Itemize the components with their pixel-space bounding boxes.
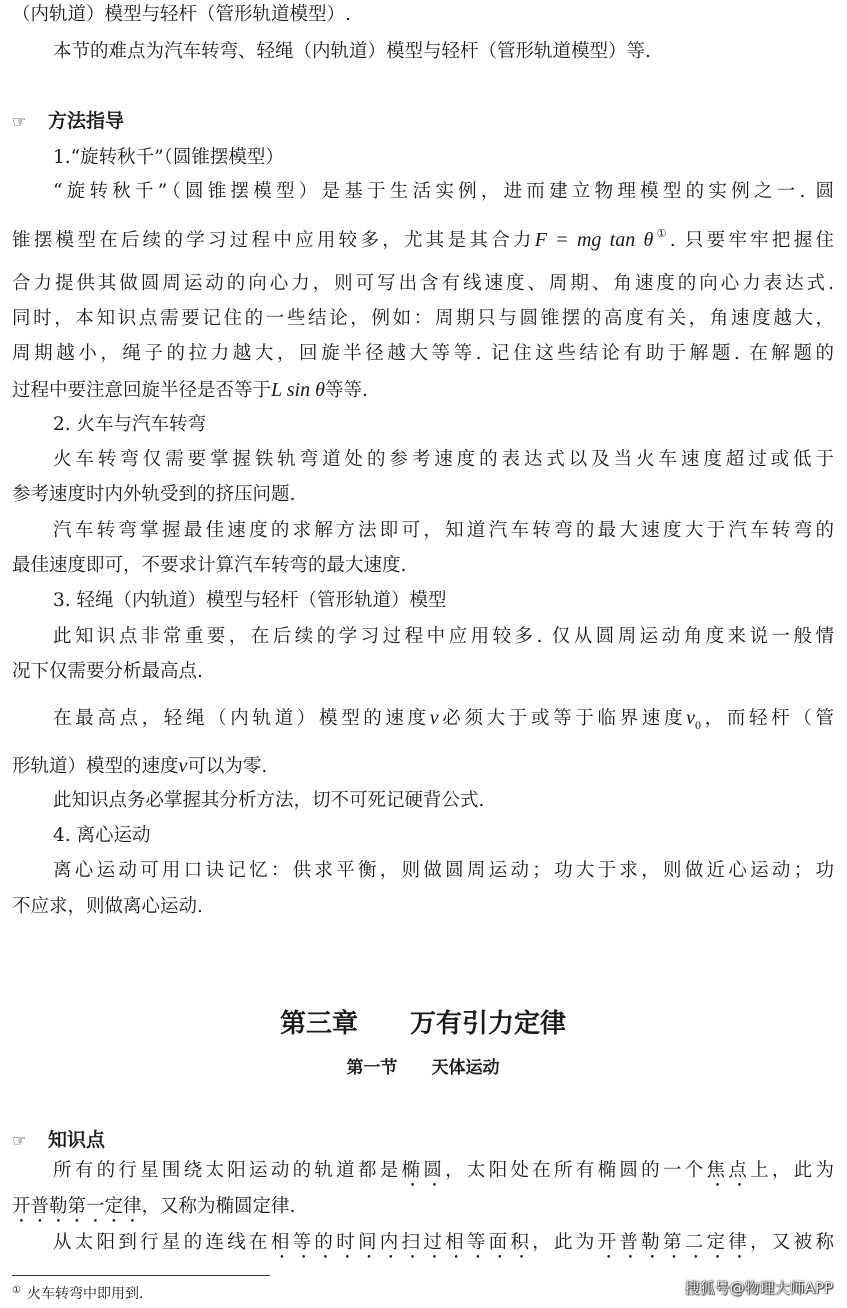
s3-p1-line-2: 况下仅需要分析最高点.: [12, 661, 203, 682]
emphasis-equal-areas: 相等的时间内扫过相等面积: [270, 1232, 533, 1253]
emphasis-ellipse: 椭圆: [401, 1160, 446, 1181]
s1-p1-line-2a: 锥摆模型在后续的学习过程中应用较多，尤其是其合力: [12, 230, 535, 251]
s2-p2-line-2: 最佳速度即可，不要求计算汽车转弯的最大速度.: [12, 555, 407, 576]
intro-line-2: 本节的难点为汽车转弯、轻绳（内轨道）模型与轻杆（管形轨道模型）等.: [53, 41, 651, 62]
var-v: v: [429, 707, 439, 729]
knowledge-line-1c: 上，此为: [750, 1160, 834, 1181]
method-heading: [12, 112, 124, 131]
pointing-hand-icon: ☞: [12, 1131, 27, 1150]
s3-p2-line-1c: ，而轻杆（管: [701, 708, 834, 729]
footnote-divider: [12, 1275, 270, 1276]
chapter-title: 第三章 万有引力定律: [279, 1009, 566, 1039]
knowledge-line-1a: 所有的行星围绕太阳运动的轨道都是: [53, 1160, 402, 1181]
s2-p2-line-1: 汽车转弯掌握最佳速度的求解方法即可，知道汽车转弯的最大速度大于汽车转弯的: [53, 520, 834, 541]
s1-title: 1.“旋转秋千”（圆锥摆模型）: [53, 147, 284, 168]
s3-p2-line-1a: 在最高点，轻绳（内轨道）模型的速度: [53, 708, 430, 729]
formula-radius: L sin θ: [271, 379, 325, 401]
s4-p1-line-1: 离心运动可用口诀记忆：供求平衡，则做圆周运动；功大于求，则做近心运动；功: [53, 860, 834, 881]
knowledge-line-3c: ，又被称: [750, 1232, 834, 1253]
var-v-2: v: [178, 755, 188, 777]
s3-p2-line-1: [53, 708, 834, 731]
s1-p1-line-1: “旋转秋千”（圆锥摆模型）是基于生活实例，进而建立物理模型的实例之一. 圆: [53, 181, 834, 202]
s4-p1-line-2: 不应求，则做离心运动.: [12, 896, 203, 917]
s3-p2-line-2: [12, 756, 267, 777]
section-title: 第一节 天体运动: [346, 1058, 500, 1078]
pointing-hand-icon: ☞: [12, 112, 27, 131]
s1-p1-line-6: [12, 380, 368, 401]
emphasis-kepler-first-law: 开普勒第一定律: [12, 1196, 142, 1217]
emphasis-kepler-second-law: 开普勒第二定律: [597, 1232, 751, 1253]
s1-p1-line-6a: 过程中要注意回旋半径是否等于: [12, 380, 272, 401]
method-heading-label: 方法指导: [48, 110, 125, 132]
var-v0-subscript: 0: [695, 718, 701, 732]
s3-p2-line-1b: 必须大于或等于临界速度: [438, 708, 687, 729]
emphasis-focus: 焦点: [706, 1160, 751, 1181]
s3-p3: 此知识点务必掌握其分析方法，切不可死记硬背公式.: [53, 790, 485, 811]
s2-title: 2. 火车与汽车转弯: [53, 414, 207, 435]
formula-resultant-force: F = mg tan θ: [534, 229, 654, 251]
var-v0-base: v: [686, 707, 695, 729]
knowledge-line-3b: ，此为: [532, 1232, 598, 1253]
s1-p1-line-6b: 等等.: [324, 380, 368, 401]
s3-title: 3. 轻绳（内轨道）模型与轻杆（管形轨道）模型: [53, 590, 447, 611]
s4-title: 4. 离心运动: [53, 825, 151, 846]
s2-p1-line-1: 火车转弯仅需要掌握铁轨弯道处的参考速度的表达式以及当火车速度超过或低于: [53, 449, 834, 470]
s1-p1-line-3: 合力提供其做圆周运动的向心力，则可写出含有线速度、周期、角速度的向心力表达式.: [12, 273, 834, 294]
knowledge-line-3: [53, 1232, 834, 1263]
s1-p1-line-2b: . 只要牢牢把握住: [669, 230, 834, 251]
s1-p1-line-5: 周期越小，绳子的拉力越大，回旋半径越大等等. 记住这些结论有助于解题. 在解题的: [12, 343, 834, 364]
footnote-mark: ①: [12, 1285, 21, 1296]
watermark: 搜狐号@物理大师APP: [684, 1279, 833, 1297]
knowledge-line-1b: ，太阳处在所有椭圆的一个: [445, 1160, 707, 1181]
s3-p1-line-1: 此知识点非常重要，在后续的学习过程中应用较多. 仅从圆周运动角度来说一般情: [53, 626, 834, 647]
knowledge-heading: [12, 1131, 105, 1150]
knowledge-line-3a: 从太阳到行星的连线在: [53, 1232, 271, 1253]
var-v0: [686, 707, 701, 732]
footnote-text: 火车转弯中即用到.: [26, 1286, 144, 1302]
intro-line-1: （内轨道）模型与轻杆（管形轨道模型）.: [12, 4, 351, 25]
s2-p1-line-2: 参考速度时内外轨受到的挤压问题.: [12, 484, 296, 505]
knowledge-heading-label: 知识点: [48, 1129, 106, 1151]
footnote-ref-mark: ①: [653, 227, 670, 240]
knowledge-line-1: [53, 1160, 834, 1191]
s1-p1-line-2: [12, 228, 834, 251]
knowledge-line-2b: ，又称为椭圆定律.: [141, 1196, 296, 1217]
s3-p2-line-2a: 形轨道）模型的速度: [12, 756, 179, 777]
footnote: [12, 1286, 143, 1301]
knowledge-line-2: [12, 1196, 295, 1227]
s3-p2-line-2b: 可以为零.: [187, 756, 268, 777]
s1-p1-line-4: 同时，本知识点需要记住的一些结论，例如：周期只与圆锥摆的高度有关，角速度越大，: [12, 308, 834, 329]
